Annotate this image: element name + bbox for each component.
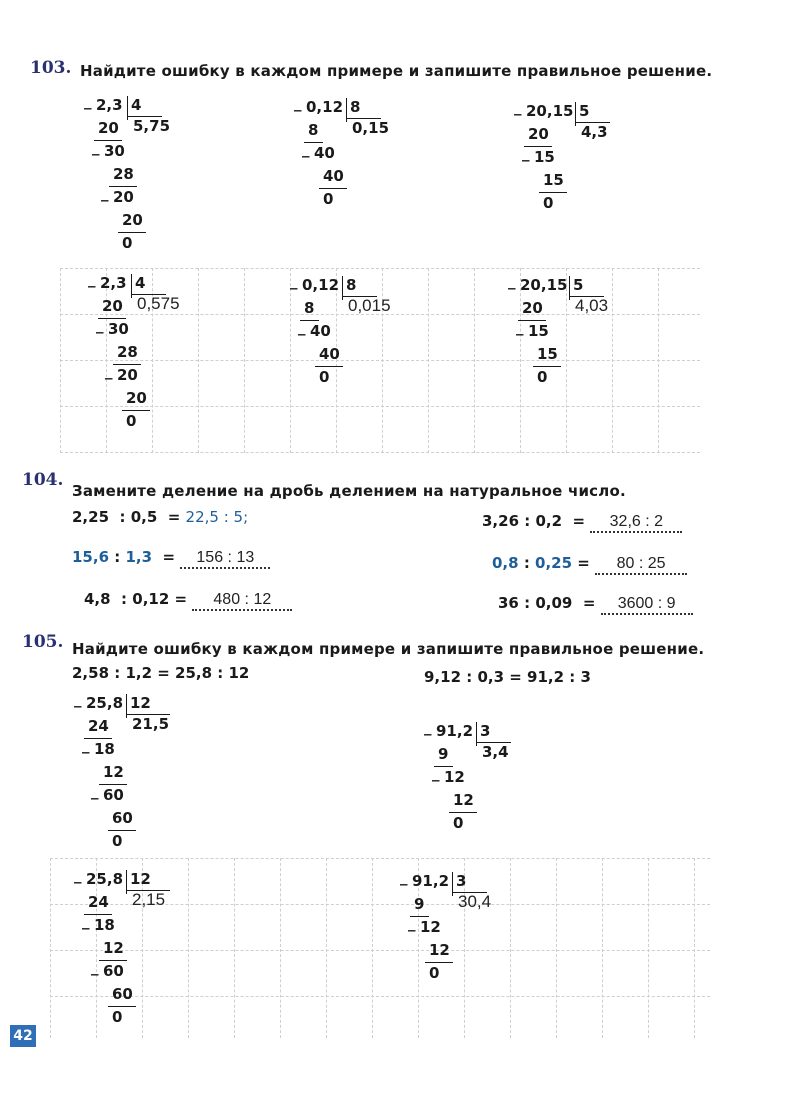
step-value: 30 [108,320,129,338]
step-value: 40 [310,322,331,340]
step-value: 0 [122,234,133,252]
step-value: 18 [94,916,115,934]
dividend: 2,3 [100,274,127,292]
exercise-103-number: 103. [30,58,72,78]
grid-line [60,452,700,453]
step-value: 0 [543,194,554,212]
step-value: 24 [88,893,109,911]
grid-line [50,858,51,1038]
minus-sign: _ [92,138,100,156]
minus-sign: _ [516,318,524,336]
ex104-right-row-1: 3,26 : 0,2 = 32,6 : 2 [482,512,682,533]
step-underline [108,1006,136,1007]
grid-line [280,858,281,1038]
divisor: 8 [346,276,357,294]
minus-sign: _ [91,958,99,976]
minus-sign: _ [302,140,310,158]
grid-line [648,858,649,1038]
quotient: 5,75 [133,117,171,135]
minus-sign: _ [88,270,96,288]
ex104-answer-handwritten: 32,6 : 2 [590,513,682,533]
step-value: 9 [438,745,449,763]
exercise-103-instruction [80,62,712,80]
step-underline [113,364,141,365]
divisor: 12 [130,870,151,888]
ex104-left-row-2: 15,6 : 1,3 = 156 : 13 [72,548,270,569]
step-value: 0 [537,368,548,386]
step-value: 20 [98,119,119,137]
ex104-left-row-3: 4,8 : 0,12 = 480 : 12 [84,590,292,611]
step-underline [449,812,477,813]
dividend: 0,12 [306,98,344,116]
step-value: 12 [444,768,465,786]
step-value: 40 [319,345,340,363]
step-value: 12 [429,941,450,959]
step-underline [108,830,136,831]
step-value: 0 [112,1008,123,1026]
step-value: 9 [414,895,425,913]
minus-sign: _ [514,98,522,116]
quotient: 0,015 [348,296,391,315]
step-value: 15 [534,148,555,166]
ex104-answer-handwritten: 480 : 12 [192,591,292,611]
step-value: 15 [543,171,564,189]
minus-sign: _ [82,912,90,930]
dividend: 25,8 [86,694,124,712]
step-value: 0 [112,832,123,850]
quotient: 21,5 [132,715,170,733]
minus-sign: _ [74,690,82,708]
minus-sign: _ [508,272,516,290]
ex104-right-row-2: 0,8 : 0,25 = 80 : 25 [492,554,687,575]
step-value: 20 [126,389,147,407]
minus-sign: _ [432,764,440,782]
minus-sign: _ [424,718,432,736]
grid-line [50,950,710,951]
dividend: 91,2 [412,872,450,890]
exercise-103-instruction-text: Найдите ошибку в каждом примере и запишите правильное решение. [80,62,713,80]
step-underline [109,186,137,187]
grid-line [50,996,710,997]
step-value: 60 [103,962,124,980]
step-value: 20 [528,125,549,143]
exercise-105-number: 105. [22,632,64,652]
grid-line [602,858,603,1038]
step-value: 28 [117,343,138,361]
step-value: 28 [113,165,134,183]
step-value: 18 [94,740,115,758]
step-value: 60 [112,985,133,1003]
step-underline [319,188,347,189]
step-underline [99,960,127,961]
exercise-104-number: 104. [22,470,64,490]
quotient: 0,15 [352,119,390,137]
step-underline [315,366,343,367]
grid-line [50,858,710,859]
step-value: 60 [112,809,133,827]
step-value: 12 [420,918,441,936]
grid-line [694,858,695,1038]
ex104-answer-handwritten: 156 : 13 [180,549,270,569]
quotient: 0,575 [137,294,180,313]
dividend: 2,3 [96,96,123,114]
step-underline [99,784,127,785]
grid-line [188,858,189,1038]
ex105-equation-right: 9,12 : 0,3 = 91,2 : 3 [424,668,591,686]
dividend: 0,12 [302,276,340,294]
minus-sign: _ [298,318,306,336]
divisor: 4 [135,274,146,292]
grid-line [556,858,557,1038]
minus-sign: _ [82,736,90,754]
minus-sign: _ [400,868,408,886]
step-underline [122,410,150,411]
minus-sign: _ [84,92,92,110]
step-value: 12 [453,791,474,809]
minus-sign: _ [74,866,82,884]
grid-line [372,858,373,1038]
step-value: 40 [323,167,344,185]
minus-sign: _ [294,94,302,112]
step-value: 0 [126,412,137,430]
step-value: 0 [429,964,440,982]
step-value: 20 [102,297,123,315]
quotient: 3,4 [482,743,509,761]
dividend: 91,2 [436,722,474,740]
step-value: 0 [319,368,330,386]
exercise-104-instruction: Замените деление на дробь делением на натуральное число. [72,482,626,500]
dividend: 25,8 [86,870,124,888]
step-value: 0 [323,190,334,208]
grid-line [326,858,327,1038]
step-value: 30 [104,142,125,160]
step-value: 12 [103,939,124,957]
minus-sign: _ [522,144,530,162]
dividend: 20,15 [520,276,568,294]
ex104-answer-handwritten: 80 : 25 [595,555,687,575]
quotient: 30,4 [458,892,492,911]
ex104-left-row-1: 2,25 : 0,5 = 22,5 : 5; [72,508,249,526]
step-value: 60 [103,786,124,804]
divisor: 4 [131,96,142,114]
divisor: 12 [130,694,151,712]
step-value: 12 [103,763,124,781]
grid-line [60,268,700,269]
divisor: 5 [579,102,590,120]
grid-line [510,858,511,1038]
step-value: 20 [122,211,143,229]
quotient: 4,3 [581,123,608,141]
step-value: 40 [314,144,335,162]
minus-sign: _ [105,362,113,380]
step-underline [533,366,561,367]
step-value: 15 [528,322,549,340]
minus-sign: _ [101,184,109,202]
grid-line [234,858,235,1038]
ex105-equation-left: 2,58 : 1,2 = 25,8 : 12 [72,664,250,682]
divisor: 5 [573,276,584,294]
step-value: 20 [113,188,134,206]
exercise-105-instruction: Найдите ошибку в каждом примере и запишите правильное решение. [72,640,705,658]
step-value: 20 [522,299,543,317]
step-value: 0 [453,814,464,832]
divisor: 8 [350,98,361,116]
grid-line [60,360,700,361]
minus-sign: _ [290,272,298,290]
ex104-answer-handwritten: 3600 : 9 [601,595,693,615]
step-underline [118,232,146,233]
step-value: 8 [304,299,315,317]
step-value: 15 [537,345,558,363]
step-underline [539,192,567,193]
step-value: 24 [88,717,109,735]
ex104-right-row-3: 36 : 0,09 = 3600 : 9 [498,594,693,615]
step-underline [425,962,453,963]
minus-sign: _ [408,914,416,932]
divisor: 3 [480,722,491,740]
step-value: 20 [117,366,138,384]
page-number-badge: 42 [10,1025,36,1047]
dividend: 20,15 [526,102,574,120]
divisor: 3 [456,872,467,890]
step-value: 8 [308,121,319,139]
minus-sign: _ [96,316,104,334]
minus-sign: _ [91,782,99,800]
quotient: 2,15 [132,890,166,909]
grid-line [60,406,700,407]
quotient: 4,03 [575,296,609,315]
